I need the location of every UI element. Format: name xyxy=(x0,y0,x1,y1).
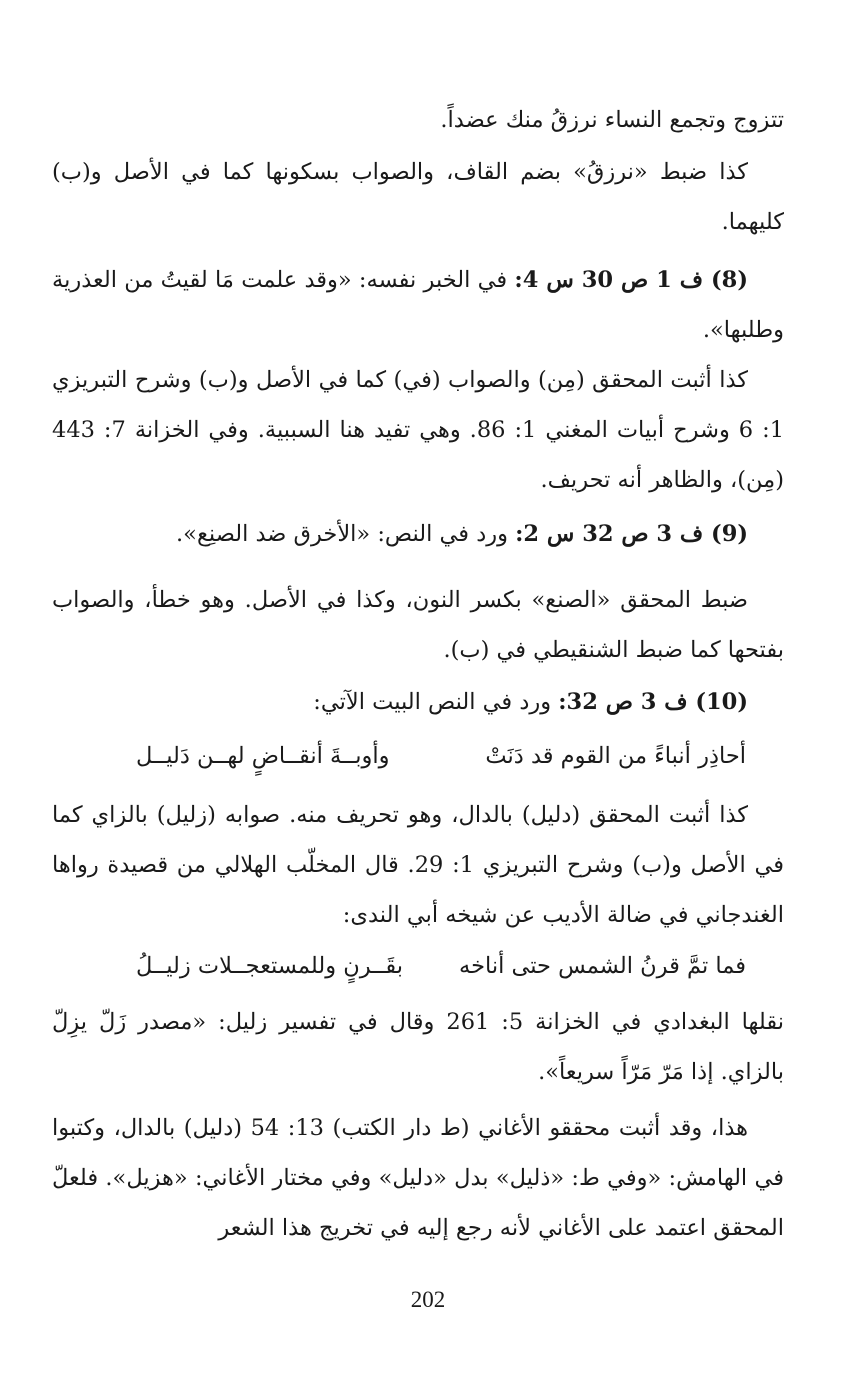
paragraph-8-text: كذا أثبت المحقق (دليل) بالدال، وهو تحريف منه. صوابه (زليل) بالزاي كما في الأصل و(ب) وشرح التبريزي 1: 29. قال المخلّب الهلالي من قصيدة رواها الغندجاني في ضالة الأديب عن شيخه أبي الندى: xyxy=(52,802,784,928)
page-number: 202 xyxy=(410,1287,446,1312)
note-8-text: في الخبر نفسه: «وقد علمت مَا لقيتُ من العذرية وطلبها». xyxy=(52,267,784,343)
paragraph-2 xyxy=(52,147,784,247)
paragraph-2-text: كذا ضبط «نرزقُ» بضم القاف، والصواب بسكونها كما في الأصل و(ب) كليهما. xyxy=(52,159,784,235)
paragraph-6-text: ضبط المحقق «الصنع» بكسر النون، وكذا في الأصل. وهو خطأ، والصواب بفتحها كما ضبط الشنقيطي في (ب). xyxy=(52,587,784,663)
verse-1 xyxy=(136,731,746,781)
paragraph-4-text: كذا أثبت المحقق (مِن) والصواب (في) كما في الأصل و(ب) وشرح التبريزي 1: 6 وشرح أبيات المغني 1: 86. وهي تفيد هنا السببية. وفي الخزانة 7: 443 (مِن)، والظاهر أنه تحريف. xyxy=(52,367,785,493)
note-10-reference: (10) ف 3 ص 32: xyxy=(558,689,748,715)
paragraph-10-text: هذا، وقد أثبت محققو الأغاني (ط دار الكتب) 13: 54 (دليل) بالدال، وكتبوا في الهامش: «وفي ط: «ذليل» بدل «دليل» وفي مختار الأغاني: «هزيل». فلعلّ المحقق اعتمد على الأغاني لأنه رجع إليه في تخريج هذا الشعر xyxy=(52,1115,784,1241)
paragraph-9 xyxy=(52,997,784,1097)
paragraph-1 xyxy=(52,95,784,145)
note-8 xyxy=(52,255,784,355)
paragraph-4 xyxy=(52,355,784,505)
note-10 xyxy=(52,677,784,727)
paragraph-9-text: نقلها البغدادي في الخزانة 5: 261 وقال في تفسير زليل: «مصدر زَلّ يزِلّ بالزاي. إذا مَرّ مَرّاً سريعاً». xyxy=(52,1009,784,1085)
verse-1-second-hemistich: وأوبــةَ أنقــاضٍ لهــن دَليــل xyxy=(136,743,390,769)
paragraph-1-text: تتزوج وتجمع النساء نرزقُ منك عضداً. xyxy=(440,107,784,133)
verse-2-second-hemistich: بقَــرنٍ وللمستعجــلات زليــلُ xyxy=(136,953,404,979)
paragraph-8 xyxy=(52,790,784,940)
paragraph-6 xyxy=(52,575,784,675)
verse-2 xyxy=(136,941,746,991)
note-10-text: ورد في النص البيت الآتي: xyxy=(313,689,559,715)
verse-2-first-hemistich: فما تمَّ قرنُ الشمس حتى أناخه xyxy=(459,953,746,979)
note-9 xyxy=(52,509,784,559)
note-9-reference: (9) ف 3 ص 32 س 2: xyxy=(515,521,748,547)
verse-1-first-hemistich: أحاذِر أنباءً من القوم قد دَنَتْ xyxy=(485,743,746,769)
note-8-reference: (8) ف 1 ص 30 س 4: xyxy=(514,267,748,293)
note-9-text: ورد في النص: «الأخرق ضد الصنِع». xyxy=(176,521,516,547)
paragraph-10 xyxy=(52,1103,784,1253)
